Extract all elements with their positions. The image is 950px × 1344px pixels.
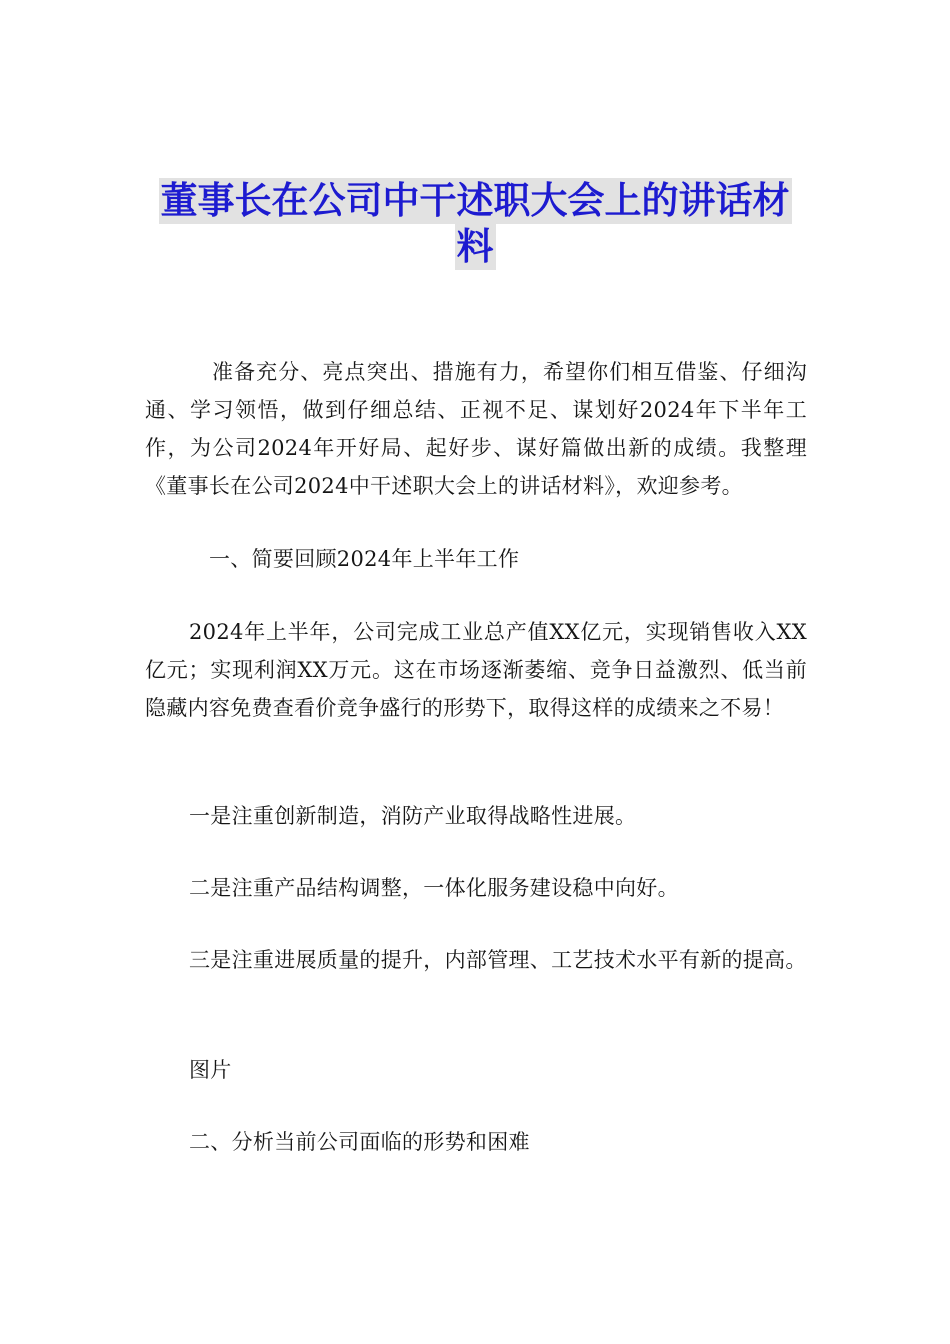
point-two: 二是注重产品结构调整，一体化服务建设稳中向好。 — [189, 876, 679, 900]
review-paragraph: 2024年上半年，公司完成工业总产值XX亿元，实现销售收入XX亿元；实现利润XX万元。这在市场逐渐萎缩、竞争日益激烈、低当前隐藏内容免费查看价竞争盛行的形势下，取得这样的成绩来之不易！ — [145, 620, 807, 720]
title-line-1: 董事长在公司中干述职大会上的讲话材 — [160, 179, 790, 222]
section-heading-1: 一、简要回顾2024年上半年工作 — [209, 547, 520, 571]
image-placeholder-text: 图片 — [189, 1058, 232, 1082]
title-line-2: 料 — [456, 225, 494, 268]
point-three: 三是注重进展质量的提升，内部管理、工艺技术水平有新的提高。 — [189, 948, 807, 972]
document-title — [140, 178, 810, 270]
intro-paragraph: 准备充分、亮点突出、措施有力，希望你们相互借鉴、仔细沟通、学习领悟，做到仔细总结、正视不足、谋划好2024年下半年工作，为公司2024年开好局、起好步、谋好篇做出新的成绩。我整理《董事长在公司2024中干述职大会上的讲话材料》，欢迎参考。 — [145, 360, 807, 498]
section-heading-2: 二、分析当前公司面临的形势和困难 — [189, 1130, 530, 1154]
point-one: 一是注重创新制造，消防产业取得战略性进展。 — [189, 804, 637, 828]
